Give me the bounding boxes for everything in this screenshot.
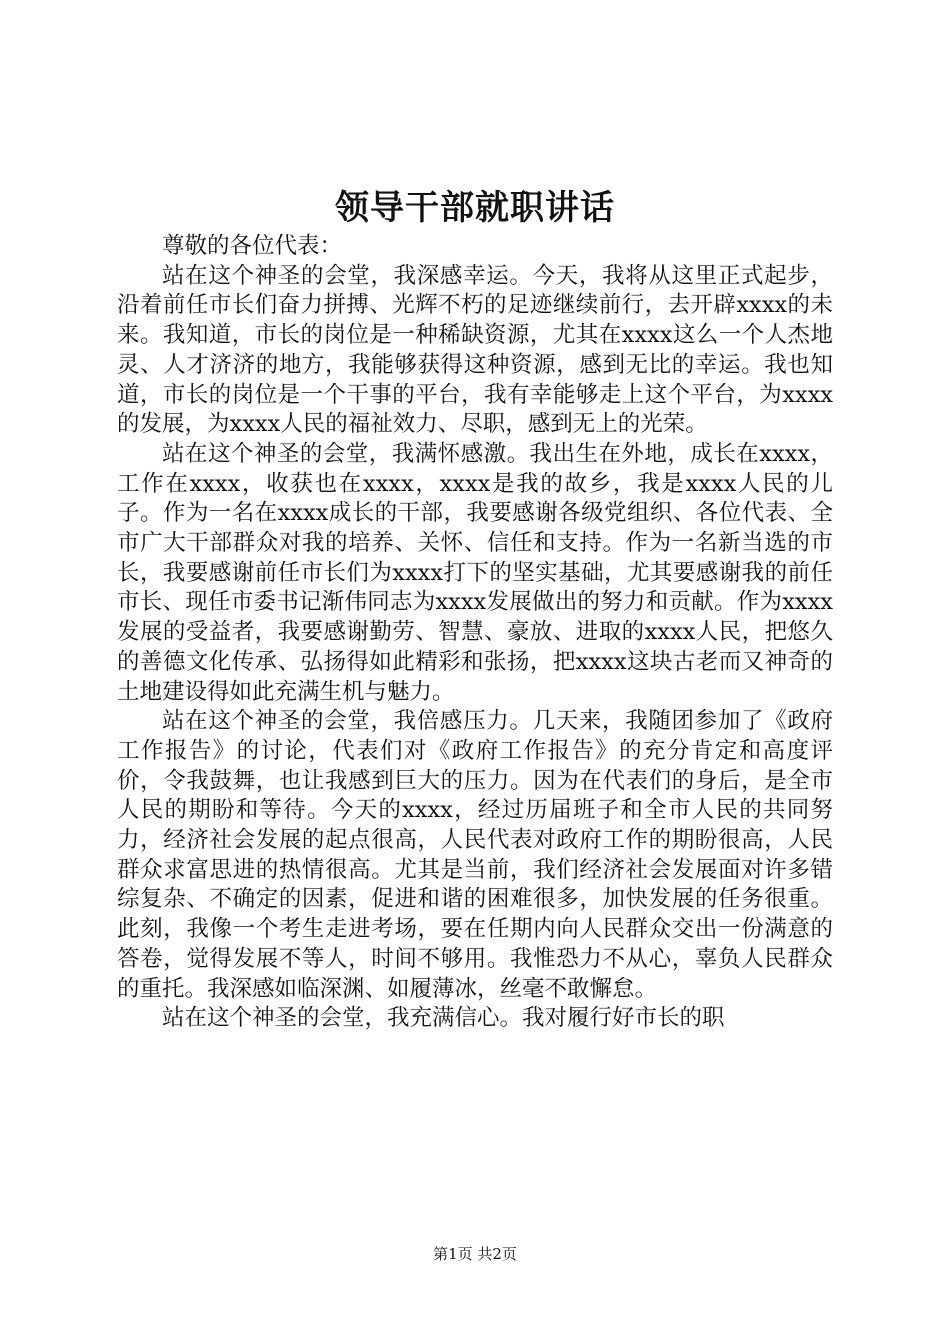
document-body [117,232,833,1034]
paragraph-3: 站在这个神圣的会堂，我倍感压力。几天来，我随团参加了《政府工作报告》的讨论，代表们对《政府工作报告》的充分肯定和高度评价，令我鼓舞，也让我感到巨大的压力。因为在代表们的身后，是全市人民的期盼和等待。今天的xxxx，经过历届班子和全市人民的共同努力，经济社会发展的起点很高，人民代表对政府工作的期盼很高，人民群众求富思进的热情很高。尤其是当前，我们经济社会发展面对许多错综复杂、不确定的因素，促进和谐的困难很多，加快发展的任务很重。此刻，我像一个考生走进考场，要在任期内向人民群众交出一份满意的答卷，觉得发展不等人，时间不够用。我惟恐力不从心，辜负人民群众的重托。我深感如临深渊、如履薄冰，丝毫不敢懈怠。 [117,708,833,1002]
paragraph-4: 站在这个神圣的会堂，我充满信心。我对履行好市长的职 [162,1005,725,1032]
paragraph-1: 站在这个神圣的会堂，我深感幸运。今天，我将从这里正式起步，沿着前任市长们奋力拼搏、光辉不朽的足迹继续前行，去开辟xxxx的未来。我知道，市长的岗位是一种稀缺资源，尤其在xxxx这么一个人杰地灵、人才济济的地方，我能够获得这种资源，感到无比的幸运。我也知道，市长的岗位是一个干事的平台，我有幸能够走上这个平台，为xxxx的发展，为xxxx人民的福祉效力、尽职，感到无上的光荣。 [117,262,833,438]
salutation: 尊敬的各位代表： [162,233,343,259]
page-footer: 第1页 共2页 [433,1245,517,1263]
document-title: 领导干部就职讲话 [335,188,615,228]
paragraph-2: 站在这个神圣的会堂，我满怀感激。我出生在外地，成长在xxxx，工作在xxxx，收获也在xxxx，xxxx是我的故乡，我是xxxx人民的儿子。作为一名在xxxx成长的干部，我要感谢各级党组织、各位代表、全市广大干部群众对我的培养、关怀、信任和支持。作为一名新当选的市长，我要感谢前任市长们为xxxx打下的坚实基础，尤其要感谢我的前任市长、现任市委书记渐伟同志为xxxx发展做出的努力和贡献。作为xxxx发展的受益者，我要感谢勤劳、智慧、豪放、进取的xxxx人民，把悠久的善德文化传承、弘扬得如此精彩和张扬，把xxxx这块古老而又神奇的土地建设得如此充满生机与魅力。 [117,440,833,705]
